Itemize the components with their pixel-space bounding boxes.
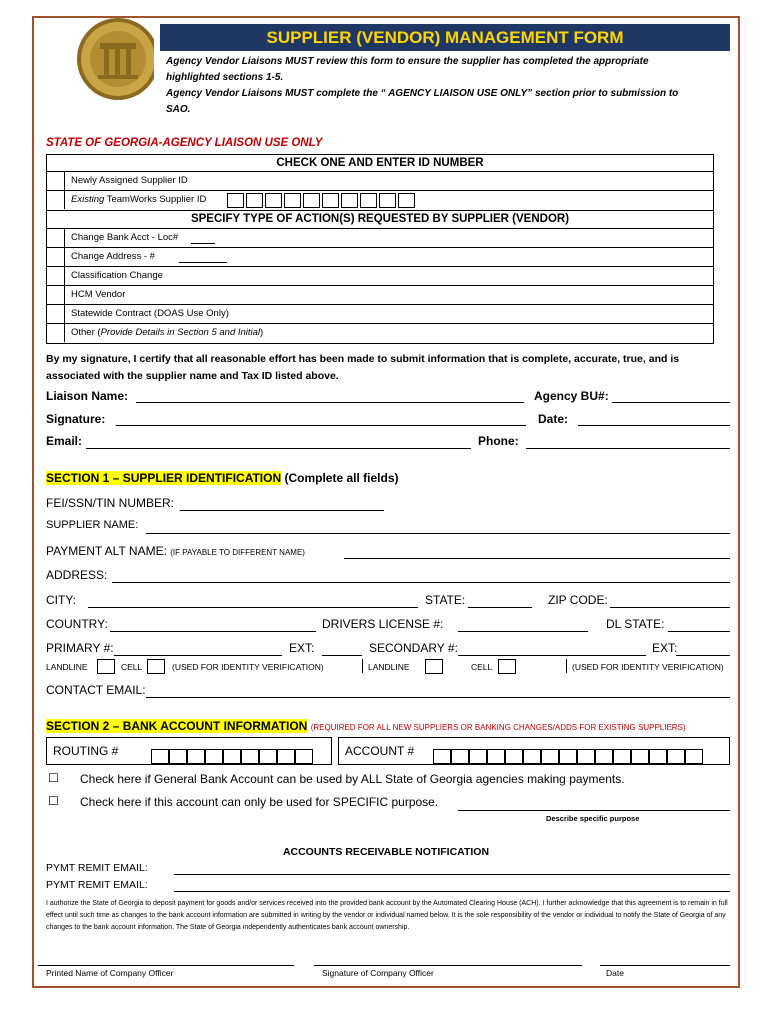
action-checkbox[interactable]	[47, 267, 65, 285]
supplier-id-boxes[interactable]	[227, 192, 417, 210]
agency-bu-label: Agency BU#:	[534, 389, 609, 403]
ext2-field[interactable]	[676, 655, 730, 656]
date-label: Date:	[538, 412, 569, 426]
remit-email-2-label: PYMT REMIT EMAIL:	[46, 879, 148, 891]
address-label: ADDRESS:	[46, 568, 108, 582]
identity-note: (USED FOR IDENTITY VERIFICATION)	[172, 662, 324, 672]
drivers-license-field[interactable]	[458, 631, 588, 632]
certification-text: By my signature, I certify that all reasonable effort has been made to submit information that is complete, accurate, true, and is associated with the supplier name and Tax ID listed above.	[46, 353, 680, 382]
action-row: Change Address - #	[47, 248, 713, 267]
ext2-label: EXT:	[652, 641, 678, 655]
secondary-label: SECONDARY #:	[369, 641, 458, 655]
general-account-checkbox[interactable]: ☐	[48, 771, 59, 785]
landline-label: LANDLINE	[46, 662, 88, 672]
printed-name-label: Printed Name of Company Officer	[46, 968, 174, 978]
city-label: CITY:	[46, 593, 77, 607]
officer-signature-field[interactable]	[314, 965, 582, 966]
action-table	[46, 228, 714, 344]
routing-digits[interactable]	[151, 743, 313, 769]
routing-label: ROUTING #	[53, 744, 119, 758]
secondary-field[interactable]	[458, 655, 646, 656]
landline-checkbox[interactable]	[97, 659, 115, 674]
fein-field[interactable]	[180, 510, 384, 511]
specific-account-label: Check here if this account can only be used for SPECIFIC purpose.	[80, 795, 439, 809]
existing-suffix: TeamWorks Supplier ID	[106, 194, 207, 205]
action-checkbox[interactable]	[47, 229, 65, 247]
payment-alt-label: PAYMENT ALT NAME: (IF PAYABLE TO DIFFERENT NAME)	[46, 544, 305, 558]
check-heading: CHECK ONE AND ENTER ID NUMBER	[46, 154, 714, 171]
contact-email-field[interactable]	[146, 697, 730, 698]
dl-state-field[interactable]	[668, 631, 730, 632]
cell-checkbox[interactable]	[147, 659, 165, 674]
email-field[interactable]	[86, 448, 471, 449]
action-row: Change Bank Acct - Loc#	[47, 229, 713, 248]
agency-bu-field[interactable]	[612, 402, 730, 403]
instruction-2b: SAO.	[166, 104, 191, 115]
section1-heading: SECTION 1 – SUPPLIER IDENTIFICATION (Complete all fields)	[46, 471, 399, 485]
state-field[interactable]	[468, 607, 532, 608]
section2-heading: SECTION 2 – BANK ACCOUNT INFORMATION (REQUIRED FOR ALL NEW SUPPLIERS OR BANKING CHANGES/ADDS FOR EXISTING SUPPLIERS)	[46, 719, 686, 733]
liaison-name-field[interactable]	[136, 402, 524, 403]
existing-supplier-row	[47, 191, 713, 210]
address-field[interactable]	[112, 582, 730, 583]
state-label: STATE:	[425, 593, 466, 607]
instruction-1b: highlighted sections 1-5.	[166, 72, 284, 83]
date-field[interactable]	[578, 425, 730, 426]
country-label: COUNTRY:	[46, 617, 108, 631]
landline-label-2: LANDLINE	[368, 662, 410, 672]
account-label: ACCOUNT #	[345, 744, 415, 758]
supplier-id-table	[46, 171, 714, 211]
city-field[interactable]	[88, 607, 418, 608]
payment-alt-field[interactable]	[344, 558, 730, 559]
remit-email-2-field[interactable]	[174, 891, 730, 892]
fein-label: FEI/SSN/TIN NUMBER:	[46, 496, 175, 510]
zip-label: ZIP CODE:	[548, 593, 608, 607]
remit-email-1-label: PYMT REMIT EMAIL:	[46, 862, 148, 874]
signature-field[interactable]	[116, 425, 526, 426]
describe-label: Describe specific purpose	[546, 814, 640, 823]
account-box	[338, 737, 730, 765]
primary-field[interactable]	[114, 655, 282, 656]
contact-email-label: CONTACT EMAIL:	[46, 683, 146, 697]
landline-checkbox-2[interactable]	[425, 659, 443, 674]
action-checkbox[interactable]	[47, 324, 65, 342]
officer-signature-label: Signature of Company Officer	[322, 968, 434, 978]
action-row: HCM Vendor	[47, 286, 713, 305]
general-account-label: Check here if General Bank Account can be used by ALL State of Georgia agencies making payments.	[80, 772, 625, 786]
instruction-1: Agency Vendor Liaisons MUST review this form to ensure the supplier has completed the appropriate	[166, 56, 649, 67]
ext-label: EXT:	[289, 641, 315, 655]
action-checkbox[interactable]	[47, 286, 65, 304]
existing-supplier-checkbox[interactable]	[47, 191, 65, 209]
new-supplier-label: Newly Assigned Supplier ID	[71, 175, 188, 186]
authorization-text: I authorize the State of Georgia to deposit payment for goods and/or services received into the provided bank account by the Automated Clearing House (ACH). I further acknowledge that this agreement is to remain in full effect until such time as changes to the bank account information are submitted in writing by the vendor or individual named below. It is the sole responsibility of the vendor or individual to notify the State of Georgia of any changes to the bank account information. The State of Georgia independently authenticates bank account ownership.	[46, 900, 728, 931]
instruction-2: Agency Vendor Liaisons MUST complete the “ AGENCY LIAISON USE ONLY” section prior to submission to	[166, 88, 679, 99]
liaison-name-label: Liaison Name:	[46, 389, 129, 403]
form-title: SUPPLIER (VENDOR) MANAGEMENT FORM	[160, 24, 730, 51]
action-row: Statewide Contract (DOAS Use Only)	[47, 305, 713, 324]
supplier-name-field[interactable]	[146, 533, 730, 534]
new-supplier-row	[47, 172, 713, 191]
zip-field[interactable]	[610, 607, 730, 608]
routing-box	[46, 737, 332, 765]
action-row: Classification Change	[47, 267, 713, 286]
primary-label: PRIMARY #:	[46, 641, 114, 655]
action-checkbox[interactable]	[47, 248, 65, 266]
action-row: Other (Provide Details in Section 5 and Initial)	[47, 324, 713, 343]
email-label: Email:	[46, 434, 83, 448]
identity-note-2: (USED FOR IDENTITY VERIFICATION)	[572, 662, 724, 672]
phone-label: Phone:	[478, 434, 519, 448]
supplier-name-label: SUPPLIER NAME:	[46, 519, 139, 531]
existing-prefix: Existing	[71, 194, 105, 205]
cell-label-2: CELL	[471, 662, 493, 672]
specific-account-checkbox[interactable]: ☐	[48, 794, 59, 808]
liaison-heading: STATE OF GEORGIA-AGENCY LIAISON USE ONLY	[46, 137, 323, 149]
country-field[interactable]	[110, 631, 316, 632]
officer-date-field[interactable]	[600, 965, 730, 966]
printed-name-field[interactable]	[38, 965, 294, 966]
receivable-heading: ACCOUNTS RECEIVABLE NOTIFICATION	[282, 846, 490, 858]
phone-field[interactable]	[526, 448, 730, 449]
drivers-license-label: DRIVERS LICENSE #:	[322, 617, 444, 631]
dl-state-label: DL STATE:	[606, 617, 665, 631]
cell-label: CELL	[121, 662, 143, 672]
ext-field[interactable]	[322, 655, 362, 656]
account-digits[interactable]	[433, 743, 703, 769]
action-checkbox[interactable]	[47, 305, 65, 323]
remit-email-1-field[interactable]	[174, 874, 730, 875]
cell-checkbox-2[interactable]	[498, 659, 516, 674]
specific-purpose-field[interactable]	[458, 810, 730, 811]
officer-date-label: Date	[606, 968, 624, 978]
new-supplier-checkbox[interactable]	[47, 172, 65, 190]
signature-label: Signature:	[46, 412, 106, 426]
state-seal-logo	[36, 17, 154, 102]
action-heading: SPECIFY TYPE OF ACTION(S) REQUESTED BY SUPPLIER (VENDOR)	[46, 211, 714, 228]
